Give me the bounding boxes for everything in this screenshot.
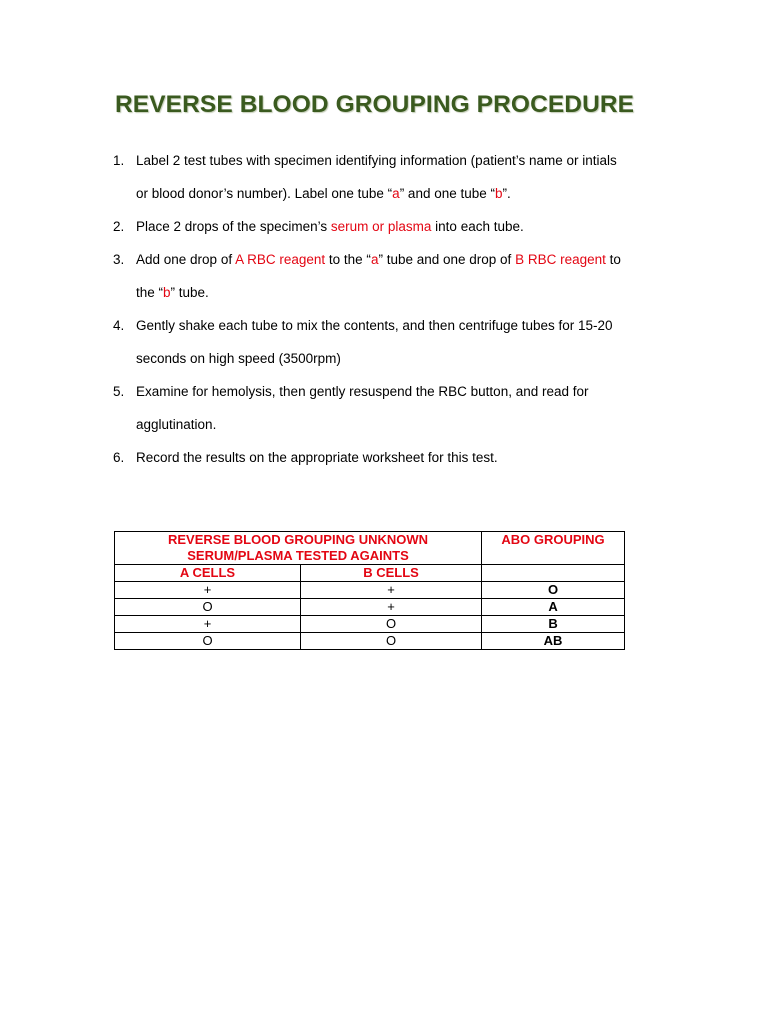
table-row (115, 599, 625, 616)
highlighted-term: serum or plasma (330, 219, 432, 234)
header-line-2: SERUM/PLASMA TESTED AGAINTS (187, 548, 409, 563)
table-row (115, 582, 625, 599)
column-header-empty (482, 565, 625, 582)
a-cells-result: + (115, 616, 301, 633)
step-text: Record the results on the appropriate worksheet for this test. (136, 450, 498, 465)
step-text-line (136, 384, 589, 400)
step-text: Gently shake each tube to mix the contents, and then centrifuge tubes for 15-20 (136, 318, 613, 333)
step-text: ” and one tube “ (399, 186, 496, 201)
abo-group: B (482, 616, 625, 633)
step-text: Place 2 drops of the specimen’s (136, 219, 331, 234)
column-header-a-cells: A CELLS (115, 565, 301, 582)
step-number: 2. (113, 219, 125, 234)
step-text: the “ (136, 285, 164, 300)
highlighted-term: B RBC reagent (515, 252, 606, 267)
a-cells-result: + (115, 582, 301, 599)
step-text-line (136, 351, 341, 367)
step-text: or blood donor’s number). Label one tube “ (136, 186, 393, 201)
step-text: agglutination. (136, 417, 217, 432)
highlighted-term: A RBC reagent (235, 252, 326, 267)
page-title: REVERSE BLOOD GROUPING PROCEDURE (115, 91, 635, 118)
abo-group: AB (482, 633, 625, 650)
b-cells-result: + (301, 582, 482, 599)
a-cells-result: O (115, 599, 301, 616)
abo-group: A (482, 599, 625, 616)
b-cells-result: O (301, 616, 482, 633)
step-text: seconds on high speed (3500rpm) (136, 351, 341, 366)
a-cells-result: O (115, 633, 301, 650)
step-text-line (136, 252, 621, 268)
b-cells-result: O (301, 633, 482, 650)
highlighted-term: a (392, 186, 400, 201)
step-text-line (136, 153, 617, 169)
step-number: 4. (113, 318, 125, 333)
header-line-1: REVERSE BLOOD GROUPING UNKNOWN (168, 532, 429, 547)
highlighted-term: a (370, 252, 379, 267)
step-number: 3. (113, 252, 125, 267)
grouping-table (114, 531, 625, 650)
table-row (115, 616, 625, 633)
b-cells-result: + (301, 599, 482, 616)
highlighted-term: b (163, 285, 171, 300)
step-text: to the “ (325, 252, 371, 267)
step-number: 6. (113, 450, 125, 465)
step-text: ” tube and one drop of (378, 252, 516, 267)
table-header-reverse-grouping (115, 532, 482, 565)
column-header-b-cells: B CELLS (301, 565, 482, 582)
step-text: to (605, 252, 621, 267)
step-text-line (136, 417, 216, 433)
step-text: Add one drop of (136, 252, 236, 267)
table-header-abo-grouping: ABO GROUPING (482, 532, 625, 565)
step-text: into each tube. (431, 219, 524, 234)
table-row (115, 633, 625, 650)
step-text-line (136, 186, 511, 202)
step-text-line (136, 285, 209, 301)
step-text-line (136, 219, 524, 235)
step-text-line (136, 450, 498, 466)
step-number: 1. (113, 153, 125, 168)
step-text-line (136, 318, 613, 334)
step-text: Examine for hemolysis, then gently resuspend the RBC button, and read for (136, 384, 589, 399)
abo-group: O (482, 582, 625, 599)
highlighted-term: b (495, 186, 503, 201)
step-number: 5. (113, 384, 125, 399)
step-text: ”. (502, 186, 511, 201)
step-text: Label 2 test tubes with specimen identifying information (patient’s name or intials (136, 153, 617, 168)
step-text: ” tube. (170, 285, 209, 300)
